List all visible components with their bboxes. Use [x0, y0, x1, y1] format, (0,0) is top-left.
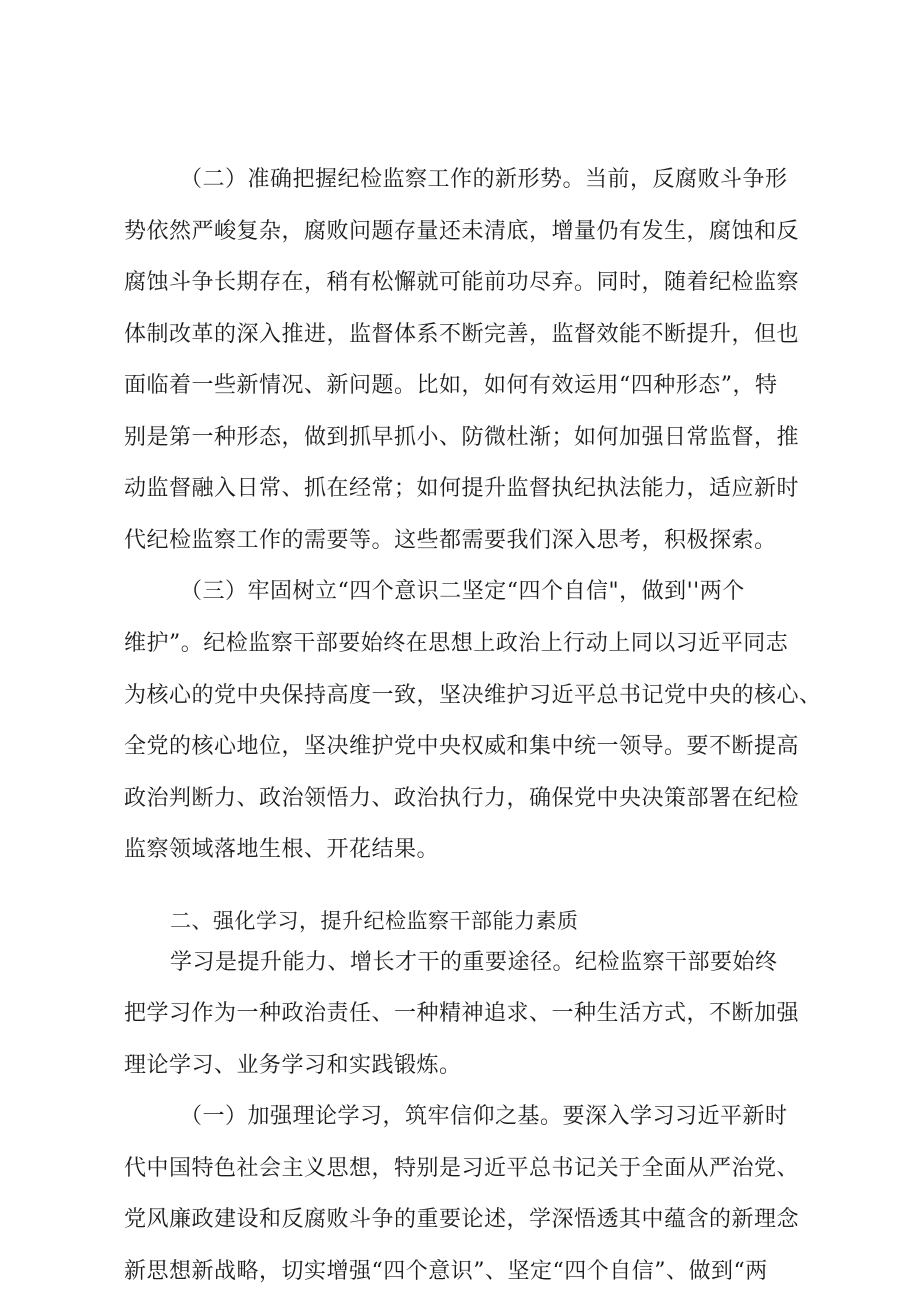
- text-line: （一）加强理论学习，筑牢信仰之基。要深入学习习近平新时: [180, 1104, 788, 1130]
- text-line: 代中国特色社会主义思想，特别是习近平总书记关于全面从严治党、: [124, 1155, 800, 1181]
- text-line: 为核心的党中央保持高度一致，坚决维护习近平总书记党中央的核心、: [124, 682, 822, 708]
- section-heading: 二、强化学习，提升纪检监察干部能力素质: [170, 908, 579, 933]
- text-line: 维护”。纪检监察干部要始终在思想上政治上行动上同以习近平同志: [124, 631, 789, 656]
- text-line: 新思想新战略，切实增强“四个意识”、坚定“四个自信”、做到“两: [124, 1258, 768, 1284]
- text-line: 监察领域落地生根、开花结果。: [124, 837, 440, 863]
- text-line: 党风廉政建设和反腐败斗争的重要论述，学深悟透其中蕴含的新理念: [124, 1207, 800, 1233]
- text-line: 学习是提升能力、增长才干的重要途径。纪检监察干部要始终: [170, 949, 778, 975]
- text-line: 势依然严峻复杂，腐败问题存量还未清底，增量仍有发生，腐蚀和反: [124, 218, 800, 244]
- text-line: （二）准确把握纪检监察工作的新形势。当前，反腐败斗争形: [180, 167, 788, 193]
- text-line: 腐蚀斗争长期存在，稍有松懈就可能前功尽弃。同时，随着纪检监察: [124, 270, 800, 296]
- text-line: 体制改革的深入推进，监督体系不断完善，监督效能不断提升，但也: [124, 321, 800, 347]
- text-line: 代纪检监察工作的需要等。这些都需要我们深入思考，积极探索。: [124, 527, 777, 553]
- text-line: （三）牢固树立“四个意识二坚定“四个自信"，做到''两个: [180, 579, 745, 605]
- text-line: 全党的核心地位，坚决维护党中央权威和集中统一领导。要不断提高: [124, 734, 800, 760]
- text-line: 面临着一些新情况、新问题。比如，如何有效运用“四种形态”，特: [124, 373, 778, 399]
- text-line: 动监督融入日常、抓在经常；如何提升监督执纪执法能力，适应新时: [124, 476, 800, 502]
- text-line: 理论学习、业务学习和实践锻炼。: [124, 1052, 462, 1078]
- text-line: 别是第一种形态，做到抓早抓小、防微杜渐；如何加强日常监督，推: [124, 424, 800, 450]
- text-line: 政治判断力、政治领悟力、政治执行力，确保党中央决策部署在纪检: [124, 785, 800, 811]
- text-line: 把学习作为一种政治责任、一种精神追求、一种生活方式，不断加强: [124, 1001, 800, 1027]
